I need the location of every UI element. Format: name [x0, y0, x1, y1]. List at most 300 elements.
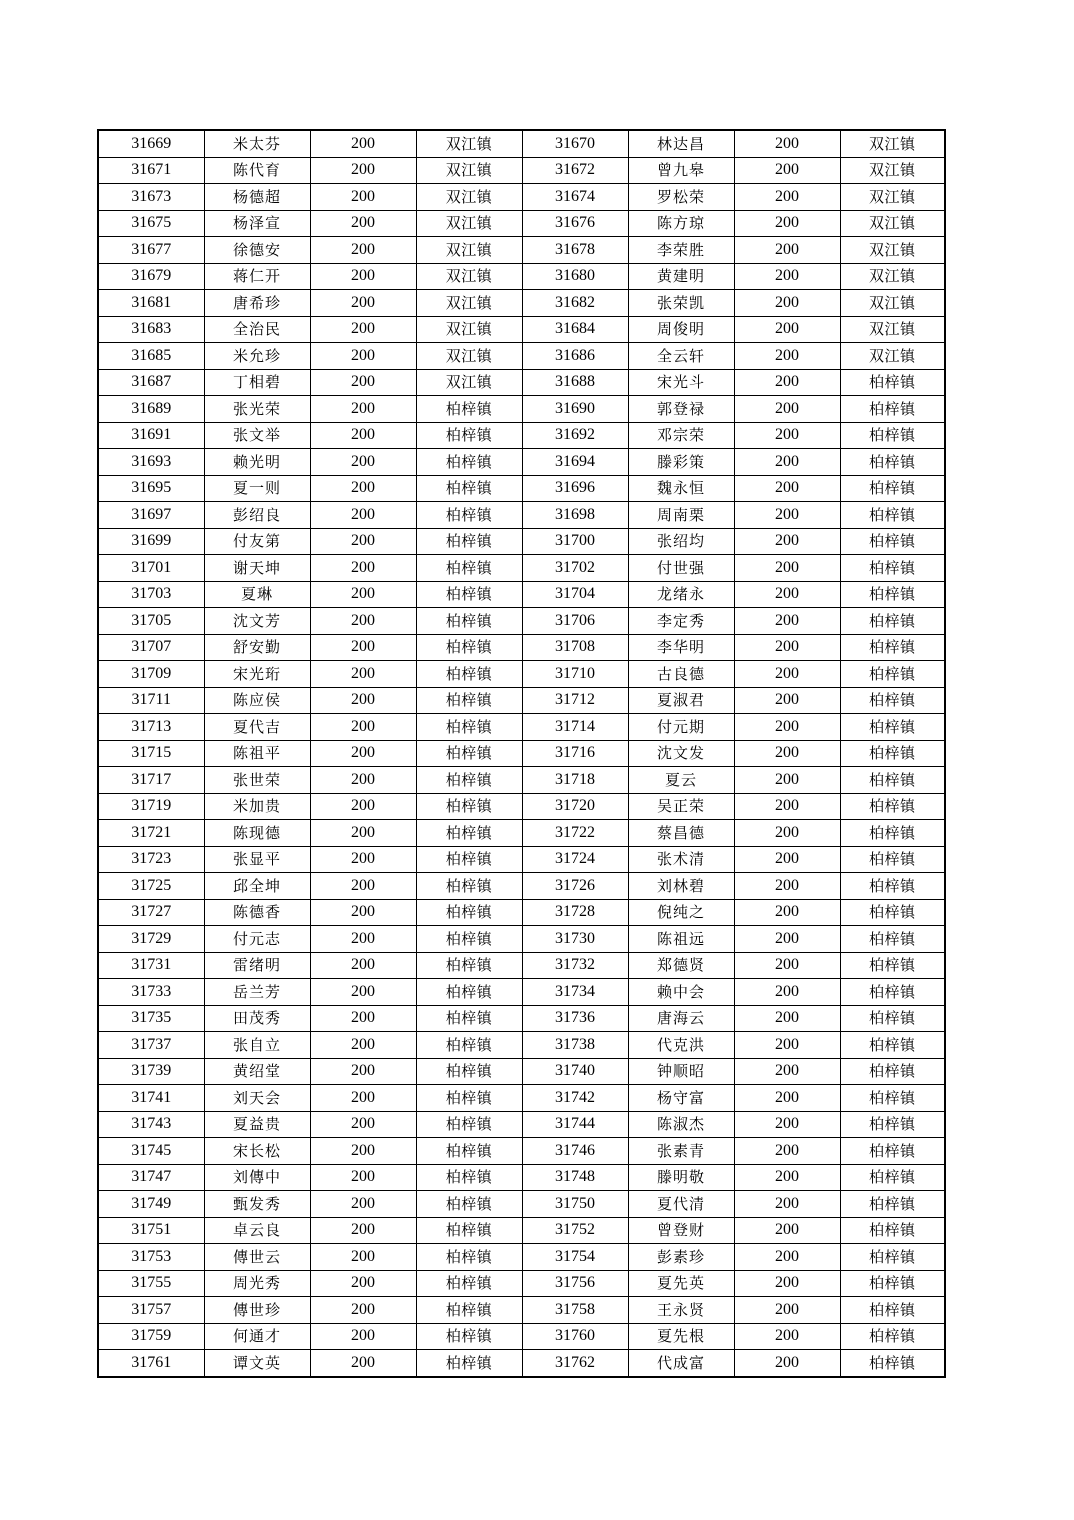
left-amount-cell: 200 [310, 396, 416, 423]
right-name-cell: 林达昌 [628, 130, 734, 157]
table-row [98, 952, 945, 979]
table-row [98, 396, 945, 423]
left-amount-cell: 200 [310, 1164, 416, 1191]
left-town-cell: 柏梓镇 [416, 634, 522, 661]
left-town-cell: 柏梓镇 [416, 1058, 522, 1085]
roster-body [98, 130, 945, 1377]
left-town-cell: 双江镇 [416, 290, 522, 317]
right-amount-cell: 200 [734, 846, 840, 873]
left-id-cell: 31703 [98, 581, 204, 608]
left-amount-cell: 200 [310, 528, 416, 555]
left-name-cell: 甄发秀 [204, 1191, 310, 1218]
left-name-cell: 张显平 [204, 846, 310, 873]
right-id-cell: 31748 [522, 1164, 628, 1191]
right-amount-cell: 200 [734, 608, 840, 635]
right-id-cell: 31732 [522, 952, 628, 979]
left-id-cell: 31717 [98, 767, 204, 794]
left-town-cell: 柏梓镇 [416, 422, 522, 449]
right-name-cell: 郭登禄 [628, 396, 734, 423]
right-name-cell: 杨守富 [628, 1085, 734, 1112]
left-name-cell: 卓云良 [204, 1217, 310, 1244]
right-amount-cell: 200 [734, 1270, 840, 1297]
right-id-cell: 31698 [522, 502, 628, 529]
right-name-cell: 沈文发 [628, 740, 734, 767]
right-amount-cell: 200 [734, 979, 840, 1006]
left-town-cell: 双江镇 [416, 237, 522, 264]
left-id-cell: 31751 [98, 1217, 204, 1244]
left-town-cell: 柏梓镇 [416, 926, 522, 953]
right-town-cell: 柏梓镇 [840, 1323, 945, 1350]
right-id-cell: 31720 [522, 793, 628, 820]
right-id-cell: 31730 [522, 926, 628, 953]
left-town-cell: 柏梓镇 [416, 952, 522, 979]
left-name-cell: 赖光明 [204, 449, 310, 476]
right-amount-cell: 200 [734, 1005, 840, 1032]
right-town-cell: 柏梓镇 [840, 396, 945, 423]
table-row [98, 343, 945, 370]
roster-table [97, 129, 946, 1378]
right-name-cell: 代成富 [628, 1350, 734, 1377]
right-town-cell: 柏梓镇 [840, 714, 945, 741]
right-id-cell: 31716 [522, 740, 628, 767]
left-id-cell: 31745 [98, 1138, 204, 1165]
table-row [98, 1350, 945, 1377]
right-town-cell: 柏梓镇 [840, 926, 945, 953]
right-id-cell: 31744 [522, 1111, 628, 1138]
right-id-cell: 31708 [522, 634, 628, 661]
left-town-cell: 柏梓镇 [416, 1323, 522, 1350]
left-amount-cell: 200 [310, 157, 416, 184]
left-id-cell: 31697 [98, 502, 204, 529]
table-row [98, 263, 945, 290]
table-row [98, 899, 945, 926]
left-town-cell: 双江镇 [416, 210, 522, 237]
right-amount-cell: 200 [734, 1111, 840, 1138]
right-name-cell: 郑德贤 [628, 952, 734, 979]
right-name-cell: 付世强 [628, 555, 734, 582]
left-amount-cell: 200 [310, 846, 416, 873]
right-id-cell: 31706 [522, 608, 628, 635]
right-id-cell: 31700 [522, 528, 628, 555]
right-name-cell: 滕明敬 [628, 1164, 734, 1191]
left-id-cell: 31731 [98, 952, 204, 979]
right-id-cell: 31676 [522, 210, 628, 237]
left-amount-cell: 200 [310, 1297, 416, 1324]
right-town-cell: 柏梓镇 [840, 793, 945, 820]
left-name-cell: 宋光珩 [204, 661, 310, 688]
right-town-cell: 柏梓镇 [840, 1270, 945, 1297]
left-amount-cell: 200 [310, 926, 416, 953]
right-town-cell: 柏梓镇 [840, 581, 945, 608]
right-town-cell: 双江镇 [840, 184, 945, 211]
right-name-cell: 刘林碧 [628, 873, 734, 900]
left-name-cell: 张文举 [204, 422, 310, 449]
right-town-cell: 柏梓镇 [840, 634, 945, 661]
right-town-cell: 双江镇 [840, 290, 945, 317]
left-town-cell: 柏梓镇 [416, 528, 522, 555]
right-amount-cell: 200 [734, 740, 840, 767]
right-town-cell: 柏梓镇 [840, 1297, 945, 1324]
left-id-cell: 31701 [98, 555, 204, 582]
right-amount-cell: 200 [734, 1244, 840, 1271]
left-amount-cell: 200 [310, 820, 416, 847]
right-amount-cell: 200 [734, 555, 840, 582]
right-name-cell: 付元期 [628, 714, 734, 741]
table-row [98, 979, 945, 1006]
right-name-cell: 王永贤 [628, 1297, 734, 1324]
left-id-cell: 31725 [98, 873, 204, 900]
left-town-cell: 柏梓镇 [416, 1217, 522, 1244]
right-id-cell: 31724 [522, 846, 628, 873]
right-id-cell: 31758 [522, 1297, 628, 1324]
right-name-cell: 宋光斗 [628, 369, 734, 396]
left-id-cell: 31689 [98, 396, 204, 423]
left-id-cell: 31693 [98, 449, 204, 476]
right-amount-cell: 200 [734, 1058, 840, 1085]
left-town-cell: 柏梓镇 [416, 767, 522, 794]
right-id-cell: 31682 [522, 290, 628, 317]
right-amount-cell: 200 [734, 528, 840, 555]
left-id-cell: 31671 [98, 157, 204, 184]
left-amount-cell: 200 [310, 263, 416, 290]
table-row [98, 475, 945, 502]
table-row [98, 555, 945, 582]
left-town-cell: 柏梓镇 [416, 687, 522, 714]
left-amount-cell: 200 [310, 1111, 416, 1138]
right-town-cell: 柏梓镇 [840, 1217, 945, 1244]
left-id-cell: 31757 [98, 1297, 204, 1324]
right-name-cell: 夏先根 [628, 1323, 734, 1350]
left-town-cell: 柏梓镇 [416, 661, 522, 688]
left-town-cell: 柏梓镇 [416, 740, 522, 767]
left-town-cell: 柏梓镇 [416, 820, 522, 847]
right-amount-cell: 200 [734, 1138, 840, 1165]
left-name-cell: 付元志 [204, 926, 310, 953]
right-name-cell: 陈祖远 [628, 926, 734, 953]
table-row [98, 608, 945, 635]
left-name-cell: 刘天会 [204, 1085, 310, 1112]
table-row [98, 740, 945, 767]
left-town-cell: 柏梓镇 [416, 873, 522, 900]
left-amount-cell: 200 [310, 422, 416, 449]
left-name-cell: 谭文英 [204, 1350, 310, 1377]
left-town-cell: 双江镇 [416, 130, 522, 157]
left-name-cell: 杨德超 [204, 184, 310, 211]
left-id-cell: 31735 [98, 1005, 204, 1032]
left-town-cell: 柏梓镇 [416, 502, 522, 529]
left-name-cell: 邱全坤 [204, 873, 310, 900]
left-town-cell: 双江镇 [416, 343, 522, 370]
left-name-cell: 周光秀 [204, 1270, 310, 1297]
left-amount-cell: 200 [310, 740, 416, 767]
table-row [98, 820, 945, 847]
right-name-cell: 邓宗荣 [628, 422, 734, 449]
right-name-cell: 龙绪永 [628, 581, 734, 608]
left-amount-cell: 200 [310, 343, 416, 370]
right-id-cell: 31688 [522, 369, 628, 396]
left-amount-cell: 200 [310, 714, 416, 741]
right-name-cell: 曾登财 [628, 1217, 734, 1244]
right-amount-cell: 200 [734, 422, 840, 449]
table-row [98, 157, 945, 184]
right-name-cell: 彭素珍 [628, 1244, 734, 1271]
right-id-cell: 31704 [522, 581, 628, 608]
table-row [98, 1191, 945, 1218]
right-town-cell: 柏梓镇 [840, 1085, 945, 1112]
left-id-cell: 31747 [98, 1164, 204, 1191]
left-amount-cell: 200 [310, 316, 416, 343]
left-amount-cell: 200 [310, 184, 416, 211]
left-id-cell: 31707 [98, 634, 204, 661]
left-name-cell: 张光荣 [204, 396, 310, 423]
left-amount-cell: 200 [310, 687, 416, 714]
left-amount-cell: 200 [310, 1058, 416, 1085]
left-name-cell: 田茂秀 [204, 1005, 310, 1032]
table-row [98, 1323, 945, 1350]
right-town-cell: 柏梓镇 [840, 1350, 945, 1377]
right-name-cell: 夏淑君 [628, 687, 734, 714]
left-name-cell: 陈代育 [204, 157, 310, 184]
right-amount-cell: 200 [734, 1217, 840, 1244]
left-amount-cell: 200 [310, 475, 416, 502]
right-amount-cell: 200 [734, 899, 840, 926]
left-name-cell: 刘傳中 [204, 1164, 310, 1191]
right-town-cell: 柏梓镇 [840, 687, 945, 714]
left-name-cell: 付友第 [204, 528, 310, 555]
right-amount-cell: 200 [734, 237, 840, 264]
left-id-cell: 31729 [98, 926, 204, 953]
right-town-cell: 柏梓镇 [840, 740, 945, 767]
left-amount-cell: 200 [310, 1138, 416, 1165]
left-town-cell: 柏梓镇 [416, 899, 522, 926]
right-town-cell: 柏梓镇 [840, 1138, 945, 1165]
left-name-cell: 陈应侯 [204, 687, 310, 714]
right-amount-cell: 200 [734, 767, 840, 794]
left-name-cell: 夏一则 [204, 475, 310, 502]
left-amount-cell: 200 [310, 555, 416, 582]
right-name-cell: 李华明 [628, 634, 734, 661]
right-amount-cell: 200 [734, 502, 840, 529]
table-row [98, 1217, 945, 1244]
left-id-cell: 31669 [98, 130, 204, 157]
right-name-cell: 夏先英 [628, 1270, 734, 1297]
left-amount-cell: 200 [310, 1270, 416, 1297]
right-id-cell: 31754 [522, 1244, 628, 1271]
left-name-cell: 岳兰芳 [204, 979, 310, 1006]
left-id-cell: 31713 [98, 714, 204, 741]
table-row [98, 502, 945, 529]
left-id-cell: 31685 [98, 343, 204, 370]
right-town-cell: 柏梓镇 [840, 555, 945, 582]
right-town-cell: 双江镇 [840, 263, 945, 290]
right-amount-cell: 200 [734, 952, 840, 979]
left-name-cell: 何通才 [204, 1323, 310, 1350]
right-town-cell: 柏梓镇 [840, 899, 945, 926]
right-name-cell: 周南栗 [628, 502, 734, 529]
right-town-cell: 柏梓镇 [840, 1111, 945, 1138]
right-id-cell: 31740 [522, 1058, 628, 1085]
right-name-cell: 魏永恒 [628, 475, 734, 502]
left-town-cell: 双江镇 [416, 369, 522, 396]
right-name-cell: 蔡昌德 [628, 820, 734, 847]
right-id-cell: 31738 [522, 1032, 628, 1059]
right-town-cell: 双江镇 [840, 343, 945, 370]
right-name-cell: 李定秀 [628, 608, 734, 635]
right-amount-cell: 200 [734, 449, 840, 476]
right-amount-cell: 200 [734, 369, 840, 396]
right-name-cell: 张荣凯 [628, 290, 734, 317]
right-name-cell: 张绍均 [628, 528, 734, 555]
right-amount-cell: 200 [734, 157, 840, 184]
table-row [98, 926, 945, 953]
left-amount-cell: 200 [310, 1191, 416, 1218]
table-row [98, 1297, 945, 1324]
right-town-cell: 柏梓镇 [840, 952, 945, 979]
left-name-cell: 夏益贵 [204, 1111, 310, 1138]
left-name-cell: 谢天坤 [204, 555, 310, 582]
left-amount-cell: 200 [310, 1217, 416, 1244]
left-town-cell: 柏梓镇 [416, 449, 522, 476]
right-town-cell: 柏梓镇 [840, 1005, 945, 1032]
right-town-cell: 柏梓镇 [840, 1032, 945, 1059]
right-amount-cell: 200 [734, 820, 840, 847]
table-row [98, 714, 945, 741]
right-town-cell: 柏梓镇 [840, 1244, 945, 1271]
right-amount-cell: 200 [734, 290, 840, 317]
left-id-cell: 31723 [98, 846, 204, 873]
right-town-cell: 柏梓镇 [840, 820, 945, 847]
left-id-cell: 31691 [98, 422, 204, 449]
right-name-cell: 全云轩 [628, 343, 734, 370]
right-id-cell: 31670 [522, 130, 628, 157]
left-town-cell: 柏梓镇 [416, 1111, 522, 1138]
right-amount-cell: 200 [734, 873, 840, 900]
left-id-cell: 31741 [98, 1085, 204, 1112]
right-id-cell: 31680 [522, 263, 628, 290]
right-amount-cell: 200 [734, 1297, 840, 1324]
left-town-cell: 柏梓镇 [416, 1350, 522, 1377]
right-amount-cell: 200 [734, 634, 840, 661]
left-town-cell: 柏梓镇 [416, 1164, 522, 1191]
right-amount-cell: 200 [734, 1350, 840, 1377]
left-id-cell: 31737 [98, 1032, 204, 1059]
left-town-cell: 柏梓镇 [416, 555, 522, 582]
table-row [98, 422, 945, 449]
left-amount-cell: 200 [310, 1005, 416, 1032]
right-name-cell: 钟顺昭 [628, 1058, 734, 1085]
left-amount-cell: 200 [310, 1323, 416, 1350]
left-id-cell: 31761 [98, 1350, 204, 1377]
left-town-cell: 柏梓镇 [416, 475, 522, 502]
right-town-cell: 双江镇 [840, 210, 945, 237]
left-name-cell: 黄绍堂 [204, 1058, 310, 1085]
right-town-cell: 柏梓镇 [840, 873, 945, 900]
table-row [98, 767, 945, 794]
left-amount-cell: 200 [310, 502, 416, 529]
table-row [98, 873, 945, 900]
right-town-cell: 柏梓镇 [840, 502, 945, 529]
left-amount-cell: 200 [310, 767, 416, 794]
left-name-cell: 全治民 [204, 316, 310, 343]
table-row [98, 846, 945, 873]
left-name-cell: 夏代吉 [204, 714, 310, 741]
right-name-cell: 周俊明 [628, 316, 734, 343]
right-id-cell: 31722 [522, 820, 628, 847]
right-id-cell: 31762 [522, 1350, 628, 1377]
table-row [98, 369, 945, 396]
right-id-cell: 31746 [522, 1138, 628, 1165]
right-id-cell: 31678 [522, 237, 628, 264]
right-town-cell: 柏梓镇 [840, 661, 945, 688]
right-amount-cell: 200 [734, 1323, 840, 1350]
right-town-cell: 柏梓镇 [840, 422, 945, 449]
right-amount-cell: 200 [734, 343, 840, 370]
right-id-cell: 31718 [522, 767, 628, 794]
left-name-cell: 米太芬 [204, 130, 310, 157]
right-id-cell: 31696 [522, 475, 628, 502]
left-town-cell: 柏梓镇 [416, 608, 522, 635]
right-name-cell: 夏代清 [628, 1191, 734, 1218]
left-name-cell: 杨泽宣 [204, 210, 310, 237]
right-id-cell: 31742 [522, 1085, 628, 1112]
left-amount-cell: 200 [310, 979, 416, 1006]
right-town-cell: 双江镇 [840, 130, 945, 157]
left-name-cell: 徐德安 [204, 237, 310, 264]
left-name-cell: 夏琳 [204, 581, 310, 608]
left-id-cell: 31679 [98, 263, 204, 290]
left-name-cell: 傳世珍 [204, 1297, 310, 1324]
right-id-cell: 31694 [522, 449, 628, 476]
right-amount-cell: 200 [734, 926, 840, 953]
left-id-cell: 31749 [98, 1191, 204, 1218]
right-town-cell: 柏梓镇 [840, 608, 945, 635]
left-id-cell: 31721 [98, 820, 204, 847]
left-name-cell: 张自立 [204, 1032, 310, 1059]
right-name-cell: 代克洪 [628, 1032, 734, 1059]
left-name-cell: 陈现德 [204, 820, 310, 847]
right-name-cell: 吴正荣 [628, 793, 734, 820]
left-amount-cell: 200 [310, 1350, 416, 1377]
right-name-cell: 古良德 [628, 661, 734, 688]
right-amount-cell: 200 [734, 581, 840, 608]
left-amount-cell: 200 [310, 130, 416, 157]
left-amount-cell: 200 [310, 634, 416, 661]
left-name-cell: 唐希珍 [204, 290, 310, 317]
left-name-cell: 陈德香 [204, 899, 310, 926]
right-town-cell: 柏梓镇 [840, 767, 945, 794]
right-name-cell: 倪纯之 [628, 899, 734, 926]
left-name-cell: 沈文芳 [204, 608, 310, 635]
left-name-cell: 蒋仁开 [204, 263, 310, 290]
left-town-cell: 柏梓镇 [416, 714, 522, 741]
left-town-cell: 柏梓镇 [416, 1005, 522, 1032]
right-id-cell: 31750 [522, 1191, 628, 1218]
table-row [98, 237, 945, 264]
table-row [98, 1138, 945, 1165]
right-town-cell: 双江镇 [840, 316, 945, 343]
left-name-cell: 彭绍良 [204, 502, 310, 529]
left-amount-cell: 200 [310, 210, 416, 237]
right-amount-cell: 200 [734, 184, 840, 211]
table-row [98, 581, 945, 608]
right-town-cell: 柏梓镇 [840, 369, 945, 396]
left-id-cell: 31755 [98, 1270, 204, 1297]
right-town-cell: 双江镇 [840, 237, 945, 264]
left-name-cell: 陈祖平 [204, 740, 310, 767]
right-id-cell: 31686 [522, 343, 628, 370]
left-id-cell: 31687 [98, 369, 204, 396]
right-town-cell: 柏梓镇 [840, 1164, 945, 1191]
